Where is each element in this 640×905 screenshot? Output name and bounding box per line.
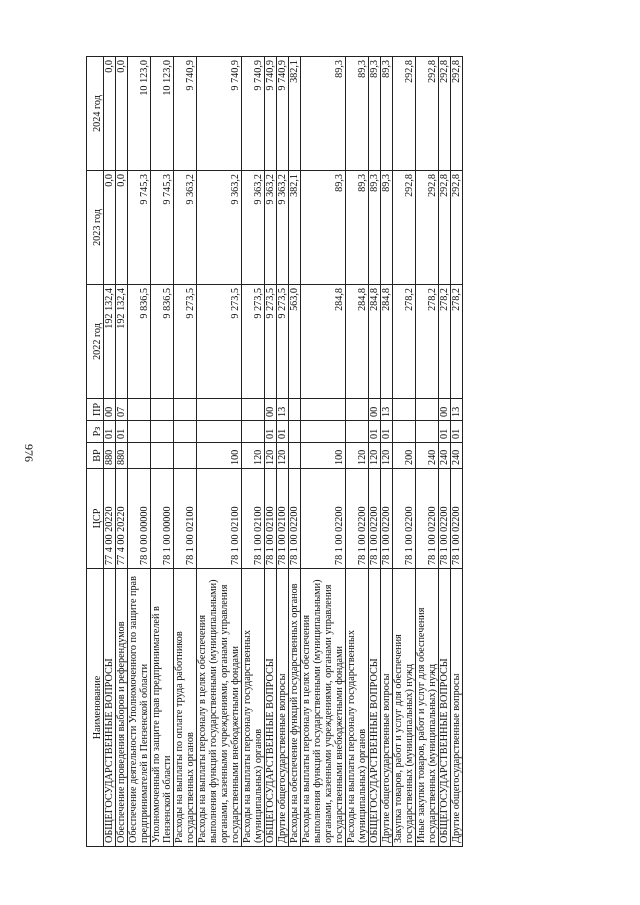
cell-vr — [174, 443, 197, 469]
cell-pr: 00 — [265, 399, 277, 421]
cell-rz — [151, 421, 174, 443]
cell-2022: 563,0 — [289, 285, 301, 399]
table-row — [439, 57, 451, 847]
cell-rz — [242, 421, 265, 443]
cell-2023: 0,0 — [104, 171, 116, 285]
cell-vr: 120 — [277, 443, 289, 469]
header-row — [87, 57, 104, 847]
cell-csr: 78 1 00 02100 — [277, 469, 289, 569]
cell-rz — [197, 421, 242, 443]
cell-pr — [301, 399, 346, 421]
table-row — [301, 57, 346, 847]
table-row — [393, 57, 416, 847]
table-row — [289, 57, 301, 847]
cell-pr — [416, 399, 439, 421]
cell-vr: 120 — [369, 443, 381, 469]
cell-2022: 278,2 — [416, 285, 439, 399]
table-row — [451, 57, 463, 847]
table-row — [128, 57, 151, 847]
cell-pr — [393, 399, 416, 421]
table-row — [104, 57, 116, 847]
cell-vr: 120 — [346, 443, 369, 469]
table-row — [346, 57, 369, 847]
cell-2022: 9 273,5 — [265, 285, 277, 399]
table-row — [369, 57, 381, 847]
header-pr: ПР — [87, 399, 104, 421]
cell-name: Расходы на выплаты персоналу государственных (муниципальных) органов — [346, 569, 369, 847]
rotated-table-container — [86, 57, 596, 847]
cell-csr: 78 1 00 02100 — [197, 469, 242, 569]
cell-csr: 77 4 00 20220 — [104, 469, 116, 569]
cell-name: Обеспечение проведения выборов и референдумов — [116, 569, 128, 847]
cell-csr: 78 1 00 02200 — [416, 469, 439, 569]
cell-2022: 278,2 — [439, 285, 451, 399]
header-vr: ВР — [87, 443, 104, 469]
cell-rz — [174, 421, 197, 443]
cell-2022: 284,8 — [301, 285, 346, 399]
cell-2022: 9 273,5 — [242, 285, 265, 399]
cell-rz: 01 — [265, 421, 277, 443]
cell-pr: 07 — [116, 399, 128, 421]
cell-rz: 01 — [451, 421, 463, 443]
cell-2024: 89,3 — [301, 57, 346, 171]
cell-2023: 9 363,2 — [265, 171, 277, 285]
cell-pr — [128, 399, 151, 421]
header-name: Наименование — [87, 569, 104, 847]
header-year-2024: 2024 год — [87, 57, 104, 171]
cell-name: Другие общегосударственные вопросы — [381, 569, 393, 847]
header-year-2023: 2023 год — [87, 171, 104, 285]
cell-csr: 78 1 00 02200 — [301, 469, 346, 569]
cell-name: Расходы на выплаты по оплате труда работников государственных органов — [174, 569, 197, 847]
budget-table — [86, 56, 463, 847]
cell-2022: 278,2 — [451, 285, 463, 399]
cell-2022: 284,8 — [346, 285, 369, 399]
cell-vr: 120 — [242, 443, 265, 469]
cell-rz — [416, 421, 439, 443]
cell-name: Обеспечение деятельности Уполномоченного по защите прав предпринимателей в Пензенской области — [128, 569, 151, 847]
cell-csr: 78 1 00 02200 — [439, 469, 451, 569]
cell-name: ОБЩЕГОСУДАРСТВЕННЫЕ ВОПРОСЫ — [265, 569, 277, 847]
cell-vr: 100 — [197, 443, 242, 469]
cell-rz: 01 — [369, 421, 381, 443]
cell-pr — [174, 399, 197, 421]
cell-vr: 240 — [451, 443, 463, 469]
cell-name: Другие общегосударственные вопросы — [277, 569, 289, 847]
cell-pr: 13 — [381, 399, 393, 421]
cell-name: Расходы на выплаты персоналу в целях обеспечения выполнения функций государственными (муниципальными) органами, казенными учреждениями, органами управления государственными внебюджетными фондами — [301, 569, 346, 847]
cell-pr: 00 — [104, 399, 116, 421]
cell-pr: 13 — [451, 399, 463, 421]
cell-2022: 278,2 — [393, 285, 416, 399]
cell-vr: 120 — [265, 443, 277, 469]
cell-vr: 240 — [416, 443, 439, 469]
cell-csr: 78 1 00 02200 — [381, 469, 393, 569]
cell-2024: 382,1 — [289, 57, 301, 171]
table-row — [197, 57, 242, 847]
cell-2023: 89,3 — [301, 171, 346, 285]
cell-csr: 78 1 00 02200 — [369, 469, 381, 569]
table-row — [151, 57, 174, 847]
cell-csr: 78 1 00 02200 — [451, 469, 463, 569]
cell-2024: 292,8 — [416, 57, 439, 171]
cell-name: Другие общегосударственные вопросы — [451, 569, 463, 847]
cell-2023: 292,8 — [451, 171, 463, 285]
table-row — [265, 57, 277, 847]
cell-name: ОБЩЕГОСУДАРСТВЕННЫЕ ВОПРОСЫ — [439, 569, 451, 847]
cell-2024: 9 740,9 — [197, 57, 242, 171]
cell-vr: 100 — [301, 443, 346, 469]
header-csr: ЦСР — [87, 469, 104, 569]
cell-2023: 9 363,2 — [174, 171, 197, 285]
cell-2024: 0,0 — [104, 57, 116, 171]
table-row — [277, 57, 289, 847]
cell-name: Уполномоченный по защите прав предпринимателей в Пензенской области — [151, 569, 174, 847]
cell-2022: 9 273,5 — [174, 285, 197, 399]
cell-2023: 292,8 — [439, 171, 451, 285]
cell-pr: 00 — [439, 399, 451, 421]
table-body — [104, 57, 463, 847]
cell-2022: 192 132,4 — [104, 285, 116, 399]
cell-name: ОБЩЕГОСУДАРСТВЕННЫЕ ВОПРОСЫ — [369, 569, 381, 847]
cell-vr: 880 — [104, 443, 116, 469]
cell-2022: 9 273,5 — [197, 285, 242, 399]
cell-vr — [151, 443, 174, 469]
cell-vr — [128, 443, 151, 469]
cell-vr: 880 — [116, 443, 128, 469]
cell-2023: 9 363,2 — [242, 171, 265, 285]
cell-pr: 13 — [277, 399, 289, 421]
cell-rz: 01 — [439, 421, 451, 443]
cell-csr: 78 1 00 02100 — [265, 469, 277, 569]
cell-pr — [197, 399, 242, 421]
cell-2024: 292,8 — [439, 57, 451, 171]
cell-rz — [128, 421, 151, 443]
cell-rz — [346, 421, 369, 443]
cell-csr: 78 1 00 02100 — [174, 469, 197, 569]
cell-rz — [289, 421, 301, 443]
cell-vr — [289, 443, 301, 469]
cell-rz: 01 — [104, 421, 116, 443]
table-row — [174, 57, 197, 847]
header-rz: Рз — [87, 421, 104, 443]
cell-pr: 00 — [369, 399, 381, 421]
cell-csr: 78 1 00 00000 — [151, 469, 174, 569]
cell-2023: 0,0 — [116, 171, 128, 285]
table-header — [87, 57, 104, 847]
header-year-2022: 2022 год — [87, 285, 104, 399]
cell-name: Расходы на обеспечение функций государственных органов — [289, 569, 301, 847]
cell-name: Расходы на выплаты персоналу государственных (муниципальных) органов — [242, 569, 265, 847]
cell-name: Закупка товаров, работ и услуг для обеспечения государственных (муниципальных) нужд — [393, 569, 416, 847]
cell-2024: 0,0 — [116, 57, 128, 171]
cell-pr — [346, 399, 369, 421]
table-row — [242, 57, 265, 847]
cell-vr: 120 — [381, 443, 393, 469]
table-row — [116, 57, 128, 847]
cell-2023: 9 745,3 — [128, 171, 151, 285]
cell-2023: 89,3 — [346, 171, 369, 285]
cell-2024: 9 740,9 — [277, 57, 289, 171]
cell-2024: 10 123,0 — [151, 57, 174, 171]
cell-2024: 89,3 — [346, 57, 369, 171]
cell-name: Расходы на выплаты персоналу в целях обеспечения выполнения функций государственными (муниципальными) органами, казенными учреждениями, органами управления государственными внебюджетными фондами — [197, 569, 242, 847]
page-number: 976 — [22, 444, 36, 462]
cell-2023: 9 745,3 — [151, 171, 174, 285]
cell-csr: 77 4 00 20220 — [116, 469, 128, 569]
cell-2022: 192 132,4 — [116, 285, 128, 399]
cell-2023: 292,8 — [416, 171, 439, 285]
cell-rz — [393, 421, 416, 443]
cell-name: Иные закупки товаров, работ и услуг для обеспечения государственных (муниципальных) нужд — [416, 569, 439, 847]
cell-csr: 78 0 00 00000 — [128, 469, 151, 569]
table-row — [416, 57, 439, 847]
cell-2022: 284,8 — [381, 285, 393, 399]
cell-2024: 292,8 — [393, 57, 416, 171]
cell-pr — [151, 399, 174, 421]
cell-rz — [301, 421, 346, 443]
cell-pr — [242, 399, 265, 421]
cell-2024: 292,8 — [451, 57, 463, 171]
cell-2024: 9 740,9 — [242, 57, 265, 171]
cell-2022: 9 836,5 — [151, 285, 174, 399]
cell-name: ОБЩЕГОСУДАРСТВЕННЫЕ ВОПРОСЫ — [104, 569, 116, 847]
cell-2023: 89,3 — [369, 171, 381, 285]
cell-pr — [289, 399, 301, 421]
cell-2023: 89,3 — [381, 171, 393, 285]
cell-csr: 78 1 00 02200 — [346, 469, 369, 569]
cell-csr: 78 1 00 02200 — [289, 469, 301, 569]
cell-csr: 78 1 00 02200 — [393, 469, 416, 569]
cell-rz: 01 — [381, 421, 393, 443]
cell-2023: 292,8 — [393, 171, 416, 285]
table-row — [381, 57, 393, 847]
cell-2024: 10 123,0 — [128, 57, 151, 171]
cell-2024: 89,3 — [381, 57, 393, 171]
cell-2024: 89,3 — [369, 57, 381, 171]
cell-vr: 240 — [439, 443, 451, 469]
cell-2023: 9 363,2 — [197, 171, 242, 285]
cell-2022: 9 836,5 — [128, 285, 151, 399]
cell-csr: 78 1 00 02100 — [242, 469, 265, 569]
cell-2023: 9 363,2 — [277, 171, 289, 285]
cell-rz: 01 — [277, 421, 289, 443]
cell-2023: 382,1 — [289, 171, 301, 285]
cell-2024: 9 740,9 — [174, 57, 197, 171]
cell-2022: 284,8 — [369, 285, 381, 399]
cell-2024: 9 740,9 — [265, 57, 277, 171]
cell-2022: 9 273,5 — [277, 285, 289, 399]
cell-vr: 200 — [393, 443, 416, 469]
cell-rz: 01 — [116, 421, 128, 443]
